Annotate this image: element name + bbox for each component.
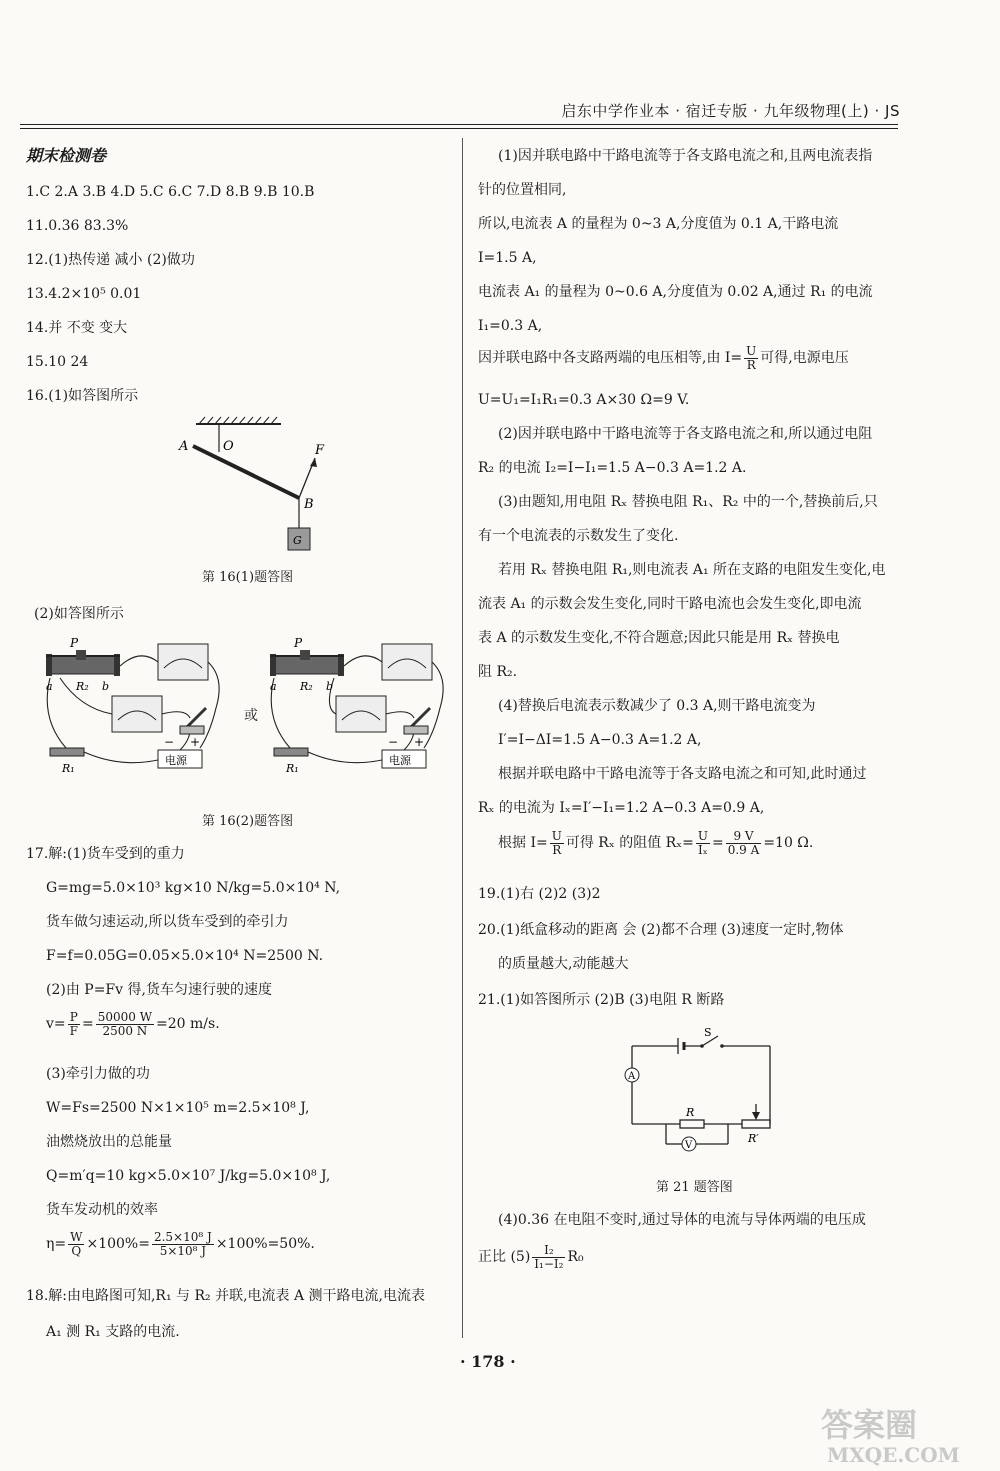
fig21-resistor-label: R [686,1106,695,1119]
q18-right-line-6: I₁=0.3 A, [478,318,543,334]
lever-label-f: F [315,443,325,458]
fraction-i2-over-diff: $\frac{\text{I₂}}{\text{I₁−I₂}}$ [534,1242,564,1271]
fig21-rheostat-label: R′ [748,1132,759,1145]
circuit1-label-power: 电源 [165,754,187,767]
q17-line-12: η= $\frac{W}{Q}$ ×100%= $\frac{\text{2.5×10⁸ J}}{\text{5×10⁸ J}}$ ×100%=50%. [46,1229,315,1258]
q18-right-line-2: 针的位置相同, [478,182,567,198]
watermark-bottom-text: MXQE.COM [827,1443,960,1466]
q18-right-line-15: 表 A 的示数发生变化,不符合题意;因此只能是用 Rₓ 替换电 [478,630,840,646]
q18-right-line-11: (3)由题知,用电阻 Rₓ 替换电阻 R₁、R₂ 中的一个,替换前后,只 [498,494,878,510]
lever-label-a: A [179,439,189,454]
circuit2-label-r1: R₁ [286,762,299,775]
watermark-logo [815,1400,990,1466]
circuit2-label-plus: + [414,735,425,749]
q18-right-line-9: (2)因并联电路中干路电流等于各支路电流之和,所以通过电阻 [498,426,873,442]
q18-right-line-4: I=1.5 A, [478,250,537,266]
watermark-top-text: 答案圈 [821,1406,918,1444]
circuit1-label-r2: R₂ [76,680,89,693]
fig21-ammeter-label: A [628,1071,636,1082]
q18-line-2: A₁ 测 R₁ 支路的电流. [46,1324,180,1340]
fig21-switch-label: S [704,1026,712,1039]
circuit2-label-p: P [294,638,303,650]
q18-right-line-7: 因并联电路中各支路两端的电压相等,由 I= $\frac{U}{R}$ 可得,电源电压 [478,343,849,372]
q17-line-10: Q=m′q=10 kg×5.0×10⁷ J/kg=5.0×10⁸ J, [46,1168,331,1184]
circuit1-label-r1: R₁ [62,762,75,775]
fraction-w-over-q: $\frac{W}{Q}$ [70,1229,83,1258]
header-rule [20,124,898,125]
circuit1-label-a: a [46,680,53,693]
circuit-diagram-21 [618,1024,788,1154]
q18-right-line-20: Rₓ 的电流为 Iₓ=I′−I₁=1.2 A−0.3 A=0.9 A, [478,800,765,816]
q18-right-line-3: 所以,电流表 A 的量程为 0~3 A,分度值为 0.1 A,干路电流 [478,216,839,232]
q18-right-line-19: 根据并联电路中干路电流等于各支路电流之和可知,此时通过 [498,766,867,782]
header-rule-thin [20,128,898,129]
q17-line-5: (2)由 P=Fv 得,货车匀速行驶的速度 [46,982,272,998]
q18-right-line-5: 电流表 A₁ 的量程为 0~0.6 A,分度值为 0.02 A,通过 R₁ 的电流 [478,284,873,300]
q17-line-11: 货车发动机的效率 [46,1202,158,1218]
fraction-u-over-ix: $\frac{U}{\text{Iₓ}}$ [697,828,708,857]
fraction-p-over-f: $\frac{P}{F}$ [69,1009,78,1038]
q18-right-line-1: (1)因并联电路中干路电流等于各支路电流之和,且两电流表指 [498,148,873,164]
answer-line-16-2: (2)如答图所示 [34,606,124,622]
or-label: 或 [244,708,258,724]
circuit2-label-minus: − [388,735,399,749]
fraction-work-over-energy: $\frac{\text{2.5×10⁸ J}}{\text{5×10⁸ J}}$ [153,1229,212,1258]
fraction-u-over-r: $\frac{U}{R}$ [746,343,757,372]
q18-right-line-13: 若用 Rₓ 替换电阻 R₁,则电流表 A₁ 所在支路的电阻发生变化,电 [498,562,886,578]
q18-right-line-17: (4)替换后电流表示数减少了 0.3 A,则干路电流变为 [498,698,816,714]
answer-line-21-4: (4)0.36 在电阻不变时,通过导体的电流与导体两端的电压成 [498,1212,866,1228]
running-header: 启东中学作业本 · 宿迁专版 · 九年级物理(上) · JS [561,102,900,120]
circuit2-label-r2: R₂ [300,680,313,693]
fraction-power-over-force: $\frac{50000 W}{2500 N}$ [97,1009,153,1038]
answer-line-14: 14.并 不变 变大 [26,320,128,336]
answer-line-20: 20.(1)纸盒移动的距离 会 (2)都不合理 (3)速度一定时,物体 [478,922,844,938]
q17-line-3: 货车做匀速运动,所以货车受到的牵引力 [46,914,289,930]
q18-right-line-16: 阻 R₂. [478,664,518,680]
answer-line-19: 19.(1)右 (2)2 (3)2 [478,886,601,902]
circuit1-label-plus: + [190,735,201,749]
page-number: · 178 · [460,1352,516,1371]
circuit1-label-p: P [70,638,79,650]
circuit-diagram-2 [264,638,464,778]
q17-line-7: (3)牵引力做的功 [46,1066,150,1082]
circuit1-label-minus: − [164,735,175,749]
q18-right-line-14: 流表 A₁ 的示数会发生变化,同时干路电流也会发生变化,即电流 [478,596,862,612]
q17-line-2: G=mg=5.0×10³ kg×10 N/kg=5.0×10⁴ N, [46,880,341,896]
q17-line-6: v= $\frac{P}{F}$ = $\frac{50000 W}{2500 N}$ =20 m/s. [46,1009,220,1038]
q17-line-4: F=f=0.05G=0.05×5.0×10⁴ N=2500 N. [46,948,324,964]
fig21-caption: 第 21 题答图 [656,1180,733,1195]
q17-line-9: 油燃烧放出的总能量 [46,1134,172,1150]
answer-line-15: 15.10 24 [26,354,89,370]
lever-diagram [171,416,331,556]
fig21-voltmeter-label: V [685,1140,693,1151]
fig16-2-caption: 第 16(2)题答图 [202,814,294,829]
fig16-1-caption: 第 16(1)题答图 [202,570,294,585]
answer-line-13: 13.4.2×10⁵ 0.01 [26,286,142,302]
lever-label-o: O [223,439,234,454]
circuit2-label-b: b [326,680,334,693]
circuit1-label-b: b [102,680,110,693]
fraction-u-over-r-2: $\frac{U}{R}$ [551,828,562,857]
answer-line-12: 12.(1)热传递 减小 (2)做功 [26,252,195,268]
circuit2-label-a: a [270,680,277,693]
answer-line-21: 21.(1)如答图所示 (2)B (3)电阻 R 断路 [478,992,725,1008]
answer-line-20-cont: 的质量越大,动能越大 [498,956,629,972]
q18-right-line-12: 有一个电流表的示数发生了变化. [478,528,679,544]
q18-right-line-21: 根据 I= $\frac{U}{R}$ 可得 Rₓ 的阻值 Rₓ= $\frac{U}{\text{Iₓ}}$ = $\frac{9 V}{0.9 A}$ =10 Ω. [498,828,814,857]
section-title: 期末检测卷 [26,146,107,165]
q18-right-line-18: I′=I−ΔI=1.5 A−0.3 A=1.2 A, [498,732,702,748]
lever-label-b: B [304,497,314,512]
answer-line-21-5: 正比 (5) $\frac{\text{I₂}}{\text{I₁−I₂}}$ R₀ [478,1242,584,1271]
q17-line-8: W=Fs=2500 N×1×10⁵ m=2.5×10⁸ J, [46,1100,310,1116]
q17-line-1: 17.解:(1)货车受到的重力 [26,846,185,862]
q18-right-line-8: U=U₁=I₁R₁=0.3 A×30 Ω=9 V. [478,392,690,408]
answer-line-11: 11.0.36 83.3% [26,218,129,234]
q18-line-1: 18.解:由电路图可知,R₁ 与 R₂ 并联,电流表 A 测干路电流,电流表 [26,1288,425,1304]
lever-label-g: G [293,534,302,547]
q18-right-line-10: R₂ 的电流 I₂=I−I₁=1.5 A−0.3 A=1.2 A. [478,460,747,476]
answer-line-1: 1.C 2.A 3.B 4.D 5.C 6.C 7.D 8.B 9.B 10.B [26,184,315,200]
circuit2-label-power: 电源 [389,754,411,767]
fraction-9v-over-0-9a: $\frac{9 V}{0.9 A}$ [727,828,760,857]
circuit-diagram-1 [40,638,240,778]
answer-line-16: 16.(1)如答图所示 [26,388,139,404]
